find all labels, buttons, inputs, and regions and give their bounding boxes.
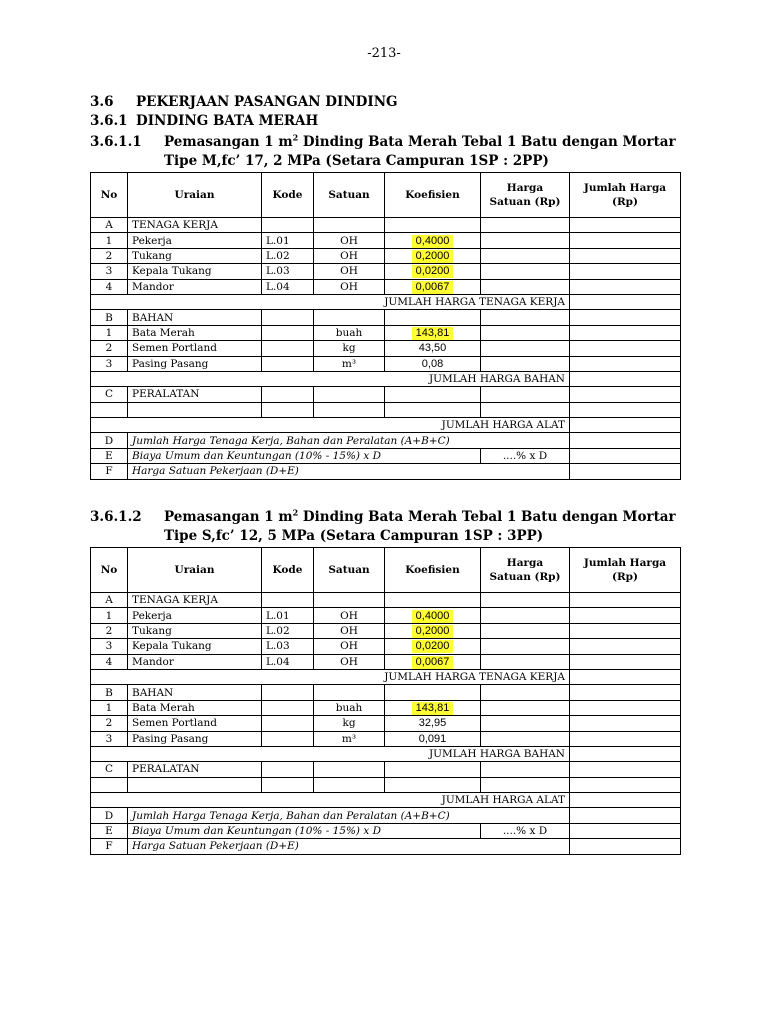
row-no: 3 bbox=[91, 731, 128, 746]
row-uraian: Pekerja bbox=[128, 608, 262, 623]
table-row bbox=[91, 716, 681, 731]
row-koefisien bbox=[385, 264, 481, 279]
total-tools-label: JUMLAH HARGA ALAT bbox=[91, 793, 570, 808]
row-d-no: D bbox=[91, 433, 128, 448]
row-satuan: OH bbox=[314, 623, 385, 638]
row-jumlah-harga bbox=[570, 341, 681, 356]
subsection-number: 3.6.1 bbox=[90, 113, 128, 129]
coefficient-value: 143,81 bbox=[412, 327, 454, 340]
row-jumlah-harga bbox=[570, 608, 681, 623]
row-koefisien bbox=[385, 233, 481, 248]
row-harga-satuan bbox=[481, 716, 570, 731]
row-satuan: kg bbox=[314, 716, 385, 731]
material-rows bbox=[91, 700, 681, 746]
col-header-koefisien: Koefisien bbox=[385, 173, 481, 218]
row-jumlah-harga bbox=[570, 264, 681, 279]
table-row bbox=[91, 248, 681, 263]
coefficient-value: 0,0067 bbox=[412, 281, 454, 294]
row-f bbox=[91, 839, 681, 854]
row-koefisien bbox=[385, 356, 481, 371]
row-jumlah-harga bbox=[570, 623, 681, 638]
section-no: C bbox=[91, 387, 128, 402]
row-harga-satuan bbox=[481, 356, 570, 371]
table-row bbox=[91, 233, 681, 248]
analysis-number: 3.6.1.2 bbox=[90, 509, 142, 525]
section-row-peralatan bbox=[91, 387, 681, 402]
row-kode bbox=[262, 325, 314, 340]
coefficient-value: 0,4000 bbox=[412, 235, 454, 248]
col-header-no: No bbox=[91, 173, 128, 218]
row-uraian: Kepala Tukang bbox=[128, 639, 262, 654]
row-e-label: Biaya Umum dan Keuntungan (10% - 15%) x D bbox=[128, 448, 481, 463]
row-f-no: F bbox=[91, 464, 128, 479]
row-jumlah-harga bbox=[570, 233, 681, 248]
section-row-bahan bbox=[91, 685, 681, 700]
row-jumlah-harga bbox=[570, 248, 681, 263]
row-satuan: OH bbox=[314, 654, 385, 669]
row-harga-satuan bbox=[481, 608, 570, 623]
col-header-harga-satuan: Harga Satuan (Rp) bbox=[481, 173, 570, 218]
analysis-title-line1: Pemasangan 1 $m^2$ Dinding Bata Merah Tebal 1 Batu dengan Mortar bbox=[164, 132, 676, 150]
row-satuan: OH bbox=[314, 264, 385, 279]
subsection-title: DINDING BATA MERAH bbox=[136, 113, 319, 129]
section-title: PEKERJAAN PASANGAN DINDING bbox=[136, 94, 398, 110]
row-no: 1 bbox=[91, 608, 128, 623]
col-header-jumlah-harga: Jumlah Harga (Rp) bbox=[570, 548, 681, 593]
row-f-no: F bbox=[91, 839, 128, 854]
table-row bbox=[91, 731, 681, 746]
section-number: 3.6 bbox=[90, 94, 114, 110]
section-no: A bbox=[91, 593, 128, 608]
table-row bbox=[91, 341, 681, 356]
table-row bbox=[91, 623, 681, 638]
section-label: PERALATAN bbox=[128, 762, 262, 777]
row-no: 2 bbox=[91, 716, 128, 731]
section-row-peralatan bbox=[91, 762, 681, 777]
row-kode: L.02 bbox=[262, 623, 314, 638]
row-koefisien bbox=[385, 639, 481, 654]
row-kode bbox=[262, 341, 314, 356]
row-koefisien bbox=[385, 279, 481, 294]
row-koefisien bbox=[385, 341, 481, 356]
row-harga-satuan bbox=[481, 325, 570, 340]
row-satuan: OH bbox=[314, 608, 385, 623]
row-satuan: OH bbox=[314, 639, 385, 654]
row-no: 2 bbox=[91, 248, 128, 263]
row-satuan: OH bbox=[314, 248, 385, 263]
row-no: 1 bbox=[91, 700, 128, 715]
row-e bbox=[91, 823, 681, 838]
analysis-number: 3.6.1.1 bbox=[90, 134, 142, 150]
row-no: 2 bbox=[91, 623, 128, 638]
coefficient-value: 0,2000 bbox=[412, 250, 454, 263]
row-koefisien bbox=[385, 325, 481, 340]
row-e-value: ....% x D bbox=[481, 823, 570, 838]
row-harga-satuan bbox=[481, 233, 570, 248]
coefficient-value: 0,091 bbox=[418, 732, 447, 745]
material-rows bbox=[91, 325, 681, 371]
row-uraian: Pasing Pasang bbox=[128, 356, 262, 371]
section-label: PERALATAN bbox=[128, 387, 262, 402]
section-heading bbox=[90, 94, 398, 110]
section-label: TENAGA KERJA bbox=[128, 218, 262, 233]
section-row-bahan bbox=[91, 310, 681, 325]
row-jumlah-harga bbox=[570, 279, 681, 294]
section-label: TENAGA KERJA bbox=[128, 593, 262, 608]
col-header-satuan: Satuan bbox=[314, 548, 385, 593]
row-uraian: Pekerja bbox=[128, 233, 262, 248]
row-koefisien bbox=[385, 248, 481, 263]
row-uraian: Semen Portland bbox=[128, 716, 262, 731]
coefficient-value: 0,0200 bbox=[412, 640, 454, 653]
total-materials-label: JUMLAH HARGA BAHAN bbox=[91, 746, 570, 761]
row-no: 3 bbox=[91, 356, 128, 371]
coefficient-value: 143,81 bbox=[412, 702, 454, 715]
row-e-value: ....% x D bbox=[481, 448, 570, 463]
row-uraian: Pasing Pasang bbox=[128, 731, 262, 746]
analysis-heading bbox=[90, 134, 690, 174]
row-d bbox=[91, 808, 681, 823]
row-kode: L.01 bbox=[262, 233, 314, 248]
total-tools-row bbox=[91, 793, 681, 808]
row-kode: L.01 bbox=[262, 608, 314, 623]
row-harga-satuan bbox=[481, 654, 570, 669]
row-satuan: m³ bbox=[314, 731, 385, 746]
row-d bbox=[91, 433, 681, 448]
empty-row bbox=[91, 402, 681, 417]
row-uraian: Tukang bbox=[128, 248, 262, 263]
row-kode: L.04 bbox=[262, 279, 314, 294]
row-uraian: Mandor bbox=[128, 654, 262, 669]
total-materials-row bbox=[91, 371, 681, 386]
total-labor-label: JUMLAH HARGA TENAGA KERJA bbox=[91, 669, 570, 684]
row-uraian: Mandor bbox=[128, 279, 262, 294]
row-koefisien bbox=[385, 623, 481, 638]
subsection-heading bbox=[90, 113, 318, 129]
page-number: -213- bbox=[367, 46, 401, 61]
section-no: A bbox=[91, 218, 128, 233]
row-harga-satuan bbox=[481, 279, 570, 294]
row-satuan: buah bbox=[314, 700, 385, 715]
section-label: BAHAN bbox=[128, 310, 262, 325]
row-kode bbox=[262, 356, 314, 371]
col-header-kode: Kode bbox=[262, 548, 314, 593]
row-uraian: Kepala Tukang bbox=[128, 264, 262, 279]
table-header-row bbox=[91, 173, 681, 218]
row-e-label: Biaya Umum dan Keuntungan (10% - 15%) x D bbox=[128, 823, 481, 838]
row-jumlah-harga bbox=[570, 716, 681, 731]
row-koefisien bbox=[385, 608, 481, 623]
col-header-no: No bbox=[91, 548, 128, 593]
table-row bbox=[91, 279, 681, 294]
analysis-title-line1: Pemasangan 1 $m^2$ Dinding Bata Merah Tebal 1 Batu dengan Mortar bbox=[164, 507, 676, 525]
row-harga-satuan bbox=[481, 248, 570, 263]
row-uraian: Tukang bbox=[128, 623, 262, 638]
table-row bbox=[91, 608, 681, 623]
col-header-kode: Kode bbox=[262, 173, 314, 218]
empty-row bbox=[91, 777, 681, 792]
row-kode bbox=[262, 700, 314, 715]
total-labor-label: JUMLAH HARGA TENAGA KERJA bbox=[91, 294, 570, 309]
labor-rows bbox=[91, 608, 681, 670]
coefficient-value: 0,4000 bbox=[412, 610, 454, 623]
col-header-jumlah-harga: Jumlah Harga (Rp) bbox=[570, 173, 681, 218]
labor-rows bbox=[91, 233, 681, 295]
section-row-tenaga-kerja bbox=[91, 593, 681, 608]
col-header-uraian: Uraian bbox=[128, 548, 262, 593]
row-satuan: buah bbox=[314, 325, 385, 340]
analysis-heading bbox=[90, 509, 690, 549]
table-row bbox=[91, 700, 681, 715]
row-jumlah-harga bbox=[570, 325, 681, 340]
row-harga-satuan bbox=[481, 700, 570, 715]
row-harga-satuan bbox=[481, 623, 570, 638]
row-f bbox=[91, 464, 681, 479]
row-jumlah-harga bbox=[570, 639, 681, 654]
analysis-title-line2: Tipe M,fc’ 17, 2 MPa (Setara Campuran 1SP : 2PP) bbox=[164, 153, 549, 169]
row-harga-satuan bbox=[481, 731, 570, 746]
row-harga-satuan bbox=[481, 639, 570, 654]
row-no: 4 bbox=[91, 654, 128, 669]
table-header-row bbox=[91, 548, 681, 593]
row-kode: L.03 bbox=[262, 264, 314, 279]
row-e bbox=[91, 448, 681, 463]
row-koefisien bbox=[385, 731, 481, 746]
row-harga-satuan bbox=[481, 264, 570, 279]
coefficient-value: 0,0067 bbox=[412, 656, 454, 669]
row-d-label: Jumlah Harga Tenaga Kerja, Bahan dan Peralatan (A+B+C) bbox=[128, 433, 570, 448]
row-harga-satuan bbox=[481, 341, 570, 356]
row-koefisien bbox=[385, 654, 481, 669]
total-tools-label: JUMLAH HARGA ALAT bbox=[91, 418, 570, 433]
row-d-label: Jumlah Harga Tenaga Kerja, Bahan dan Peralatan (A+B+C) bbox=[128, 808, 570, 823]
row-no: 4 bbox=[91, 279, 128, 294]
total-materials-row bbox=[91, 746, 681, 761]
table-row bbox=[91, 356, 681, 371]
total-materials-label: JUMLAH HARGA BAHAN bbox=[91, 371, 570, 386]
coefficient-value: 32,95 bbox=[418, 717, 447, 730]
unit-price-analysis-table bbox=[90, 172, 681, 480]
row-jumlah-harga bbox=[570, 654, 681, 669]
col-header-uraian: Uraian bbox=[128, 173, 262, 218]
row-uraian: Bata Merah bbox=[128, 325, 262, 340]
col-header-harga-satuan: Harga Satuan (Rp) bbox=[481, 548, 570, 593]
total-labor-row bbox=[91, 669, 681, 684]
row-uraian: Bata Merah bbox=[128, 700, 262, 715]
row-e-no: E bbox=[91, 448, 128, 463]
row-no: 3 bbox=[91, 264, 128, 279]
row-kode: L.03 bbox=[262, 639, 314, 654]
row-uraian: Semen Portland bbox=[128, 341, 262, 356]
row-jumlah-harga bbox=[570, 700, 681, 715]
section-no: C bbox=[91, 762, 128, 777]
row-kode bbox=[262, 731, 314, 746]
row-satuan: m³ bbox=[314, 356, 385, 371]
col-header-koefisien: Koefisien bbox=[385, 548, 481, 593]
section-no: B bbox=[91, 310, 128, 325]
row-satuan: kg bbox=[314, 341, 385, 356]
row-f-label: Harga Satuan Pekerjaan (D+E) bbox=[128, 839, 570, 854]
unit-price-analysis-table bbox=[90, 547, 681, 855]
analysis-title-line2: Tipe S,fc’ 12, 5 MPa (Setara Campuran 1SP : 3PP) bbox=[164, 528, 544, 544]
row-d-no: D bbox=[91, 808, 128, 823]
section-no: B bbox=[91, 685, 128, 700]
section-row-tenaga-kerja bbox=[91, 218, 681, 233]
row-koefisien bbox=[385, 716, 481, 731]
row-no: 1 bbox=[91, 233, 128, 248]
row-kode: L.02 bbox=[262, 248, 314, 263]
row-koefisien bbox=[385, 700, 481, 715]
row-jumlah-harga bbox=[570, 731, 681, 746]
row-no: 1 bbox=[91, 325, 128, 340]
row-satuan: OH bbox=[314, 233, 385, 248]
row-jumlah-harga bbox=[570, 356, 681, 371]
coefficient-value: 0,08 bbox=[421, 357, 444, 370]
table-row bbox=[91, 325, 681, 340]
row-f-label: Harga Satuan Pekerjaan (D+E) bbox=[128, 464, 570, 479]
total-tools-row bbox=[91, 418, 681, 433]
table-row bbox=[91, 264, 681, 279]
row-satuan: OH bbox=[314, 279, 385, 294]
total-labor-row bbox=[91, 294, 681, 309]
row-no: 2 bbox=[91, 341, 128, 356]
row-no: 3 bbox=[91, 639, 128, 654]
table-row bbox=[91, 654, 681, 669]
col-header-satuan: Satuan bbox=[314, 173, 385, 218]
row-e-no: E bbox=[91, 823, 128, 838]
coefficient-value: 0,0200 bbox=[412, 265, 454, 278]
row-kode: L.04 bbox=[262, 654, 314, 669]
section-label: BAHAN bbox=[128, 685, 262, 700]
coefficient-value: 43,50 bbox=[418, 342, 447, 355]
row-kode bbox=[262, 716, 314, 731]
table-row bbox=[91, 639, 681, 654]
coefficient-value: 0,2000 bbox=[412, 625, 454, 638]
